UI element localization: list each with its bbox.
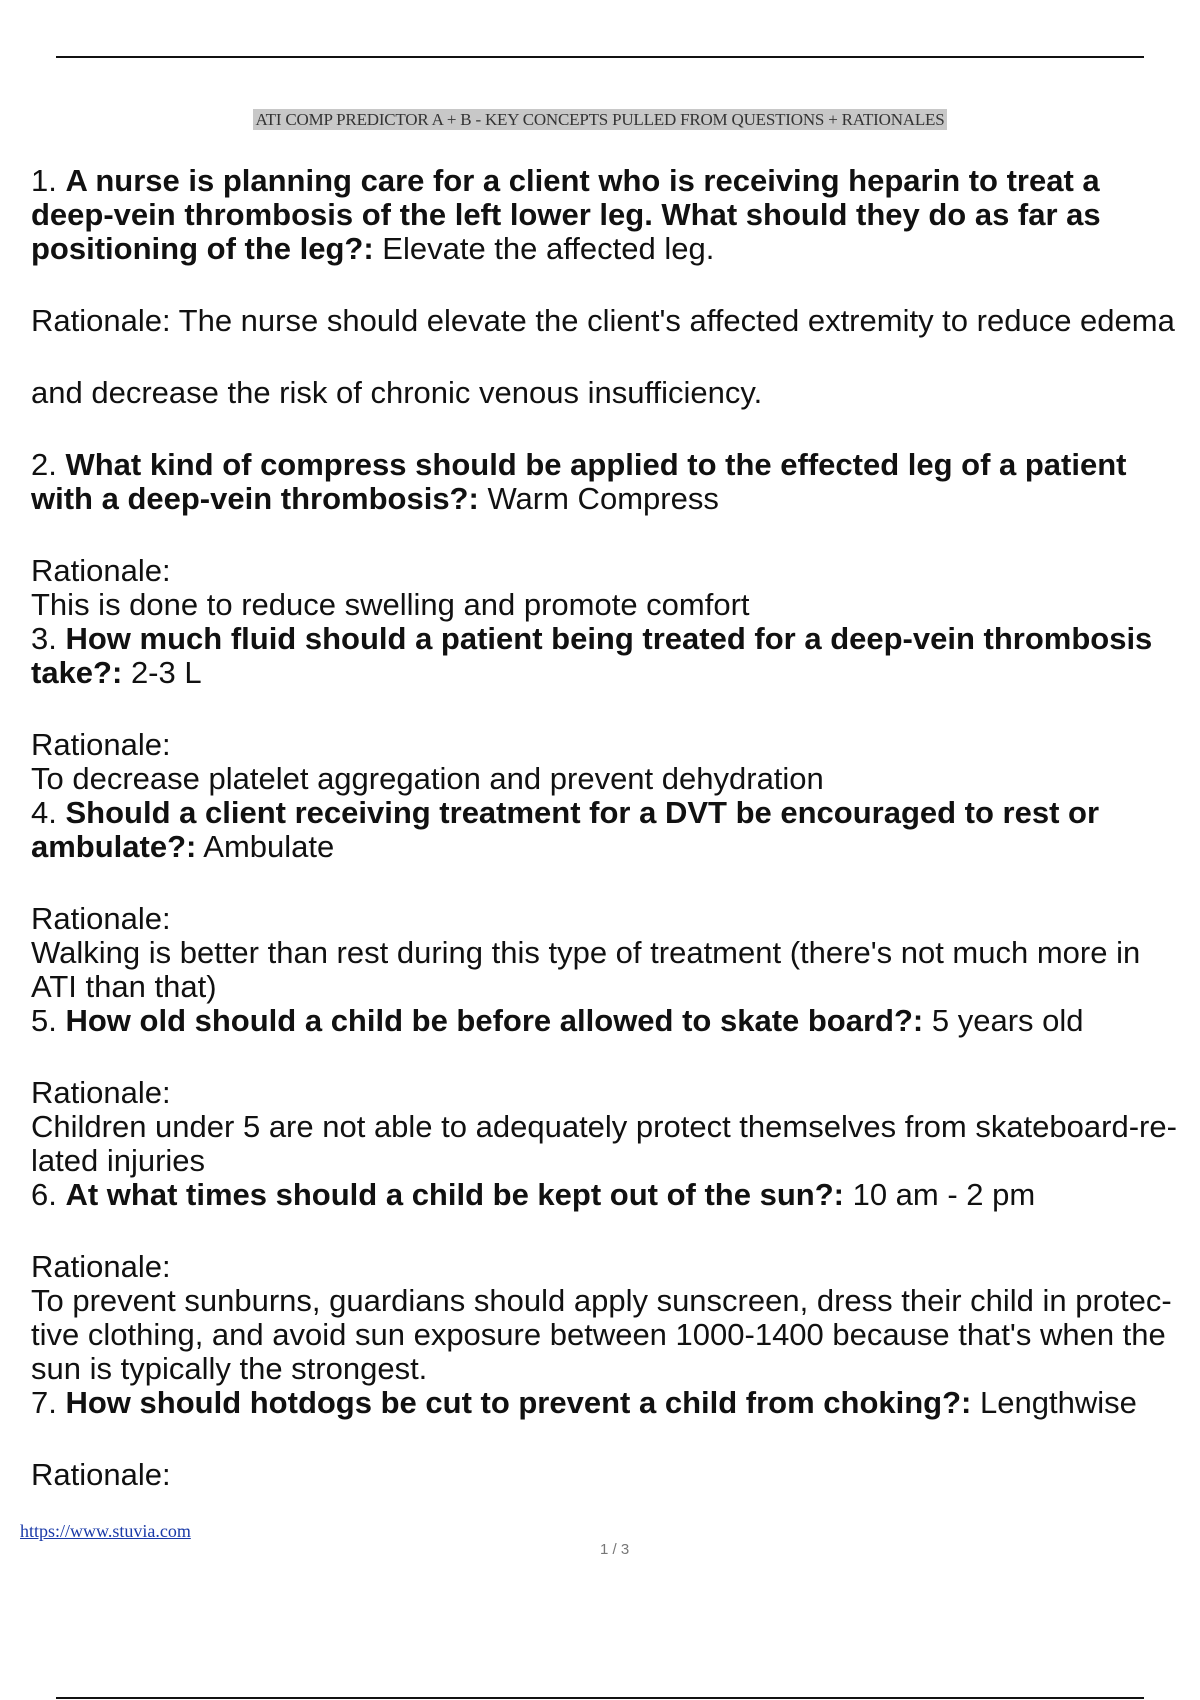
rationale-label: Rationale:: [31, 1457, 171, 1492]
question-text: positioning of the leg?:: [31, 231, 374, 266]
stuvia-link[interactable]: https://www.stuvia.com: [20, 1521, 191, 1541]
rationale-text: Rationale: The nurse should elevate the client's affected extremity to reduce edema: [31, 303, 1175, 338]
rationale-text: Walking is better than rest during this type of treatment (there's not much more in: [31, 935, 1141, 970]
question-text: ambulate?:: [31, 829, 197, 864]
question-text: What kind of compress should be applied to the effected leg of a patient: [65, 447, 1127, 482]
answer-text: 2-3 L: [130, 655, 202, 690]
rationale-text: and decrease the risk of chronic venous insufficiency.: [31, 375, 763, 410]
rationale-text: ATI than that): [31, 969, 217, 1004]
question-text: Should a client receiving treatment for a DVT be encouraged to rest or: [65, 795, 1100, 830]
answer-text: Warm Compress: [487, 481, 719, 516]
answer-text: Lengthwise: [980, 1385, 1137, 1420]
rationale-text: Children under 5 are not able to adequately protect themselves from skateboard-re-: [31, 1109, 1177, 1144]
top-rule: [56, 56, 1144, 58]
rationale-text: lated injuries: [31, 1143, 206, 1178]
qa-item-1: [31, 164, 1200, 448]
question-text: A nurse is planning care for a client who is receiving heparin to treat a: [65, 164, 1100, 198]
qa-item-7: [31, 1386, 1200, 1492]
item-number: 7.: [31, 1385, 57, 1420]
answer-text: Ambulate: [203, 829, 335, 864]
bottom-rule: [56, 1697, 1144, 1699]
header-title: ATI COMP PREDICTOR A + B - KEY CONCEPTS PULLED FROM QUESTIONS + RATIONALES: [255, 110, 945, 129]
qa-item-4: [31, 796, 1200, 1004]
item-number: 6.: [31, 1177, 57, 1212]
rationale-text: This is done to reduce swelling and promote comfort: [31, 587, 750, 622]
document-body: [31, 164, 1200, 1492]
qa-item-6: [31, 1178, 1200, 1386]
qa-item-5: [31, 1004, 1200, 1178]
answer-text: 5 years old: [931, 1003, 1084, 1038]
question-text: deep-vein thrombosis of the left lower leg. What should they do as far as: [31, 197, 1101, 232]
item-number: 4.: [31, 795, 57, 830]
question-text: How much fluid should a patient being treated for a deep-vein thrombosis: [65, 621, 1153, 656]
qa-item-3: [31, 622, 1200, 796]
document-header: [0, 110, 1200, 130]
rationale-label: Rationale:: [31, 727, 171, 762]
rationale-label: Rationale:: [31, 901, 171, 936]
question-text: take?:: [31, 655, 123, 690]
item-number: 1.: [31, 164, 57, 198]
question-text: At what times should a child be kept out of the sun?:: [65, 1177, 844, 1212]
rationale-label: Rationale:: [31, 1075, 171, 1110]
question-text: with a deep-vein thrombosis?:: [31, 481, 479, 516]
qa-item-2: [31, 448, 1200, 622]
answer-text: Elevate the affected leg.: [382, 231, 715, 266]
item-number: 3.: [31, 621, 57, 656]
question-text: How old should a child be before allowed to skate board?:: [65, 1003, 924, 1038]
question-text: How should hotdogs be cut to prevent a child from choking?:: [65, 1385, 972, 1420]
item-number: 2.: [31, 447, 57, 482]
rationale-text: To decrease platelet aggregation and prevent dehydration: [31, 761, 824, 796]
rationale-text: tive clothing, and avoid sun exposure between 1000-1400 because that's when the: [31, 1317, 1166, 1352]
page-number: 1 / 3: [600, 1541, 630, 1558]
rationale-text: sun is typically the strongest.: [31, 1351, 428, 1386]
rationale-label: Rationale:: [31, 1249, 171, 1284]
rationale-text: To prevent sunburns, guardians should apply sunscreen, dress their child in protec-: [31, 1283, 1172, 1318]
rationale-label: Rationale:: [31, 553, 171, 588]
answer-text: 10 am - 2 pm: [852, 1177, 1036, 1212]
item-number: 5.: [31, 1003, 57, 1038]
